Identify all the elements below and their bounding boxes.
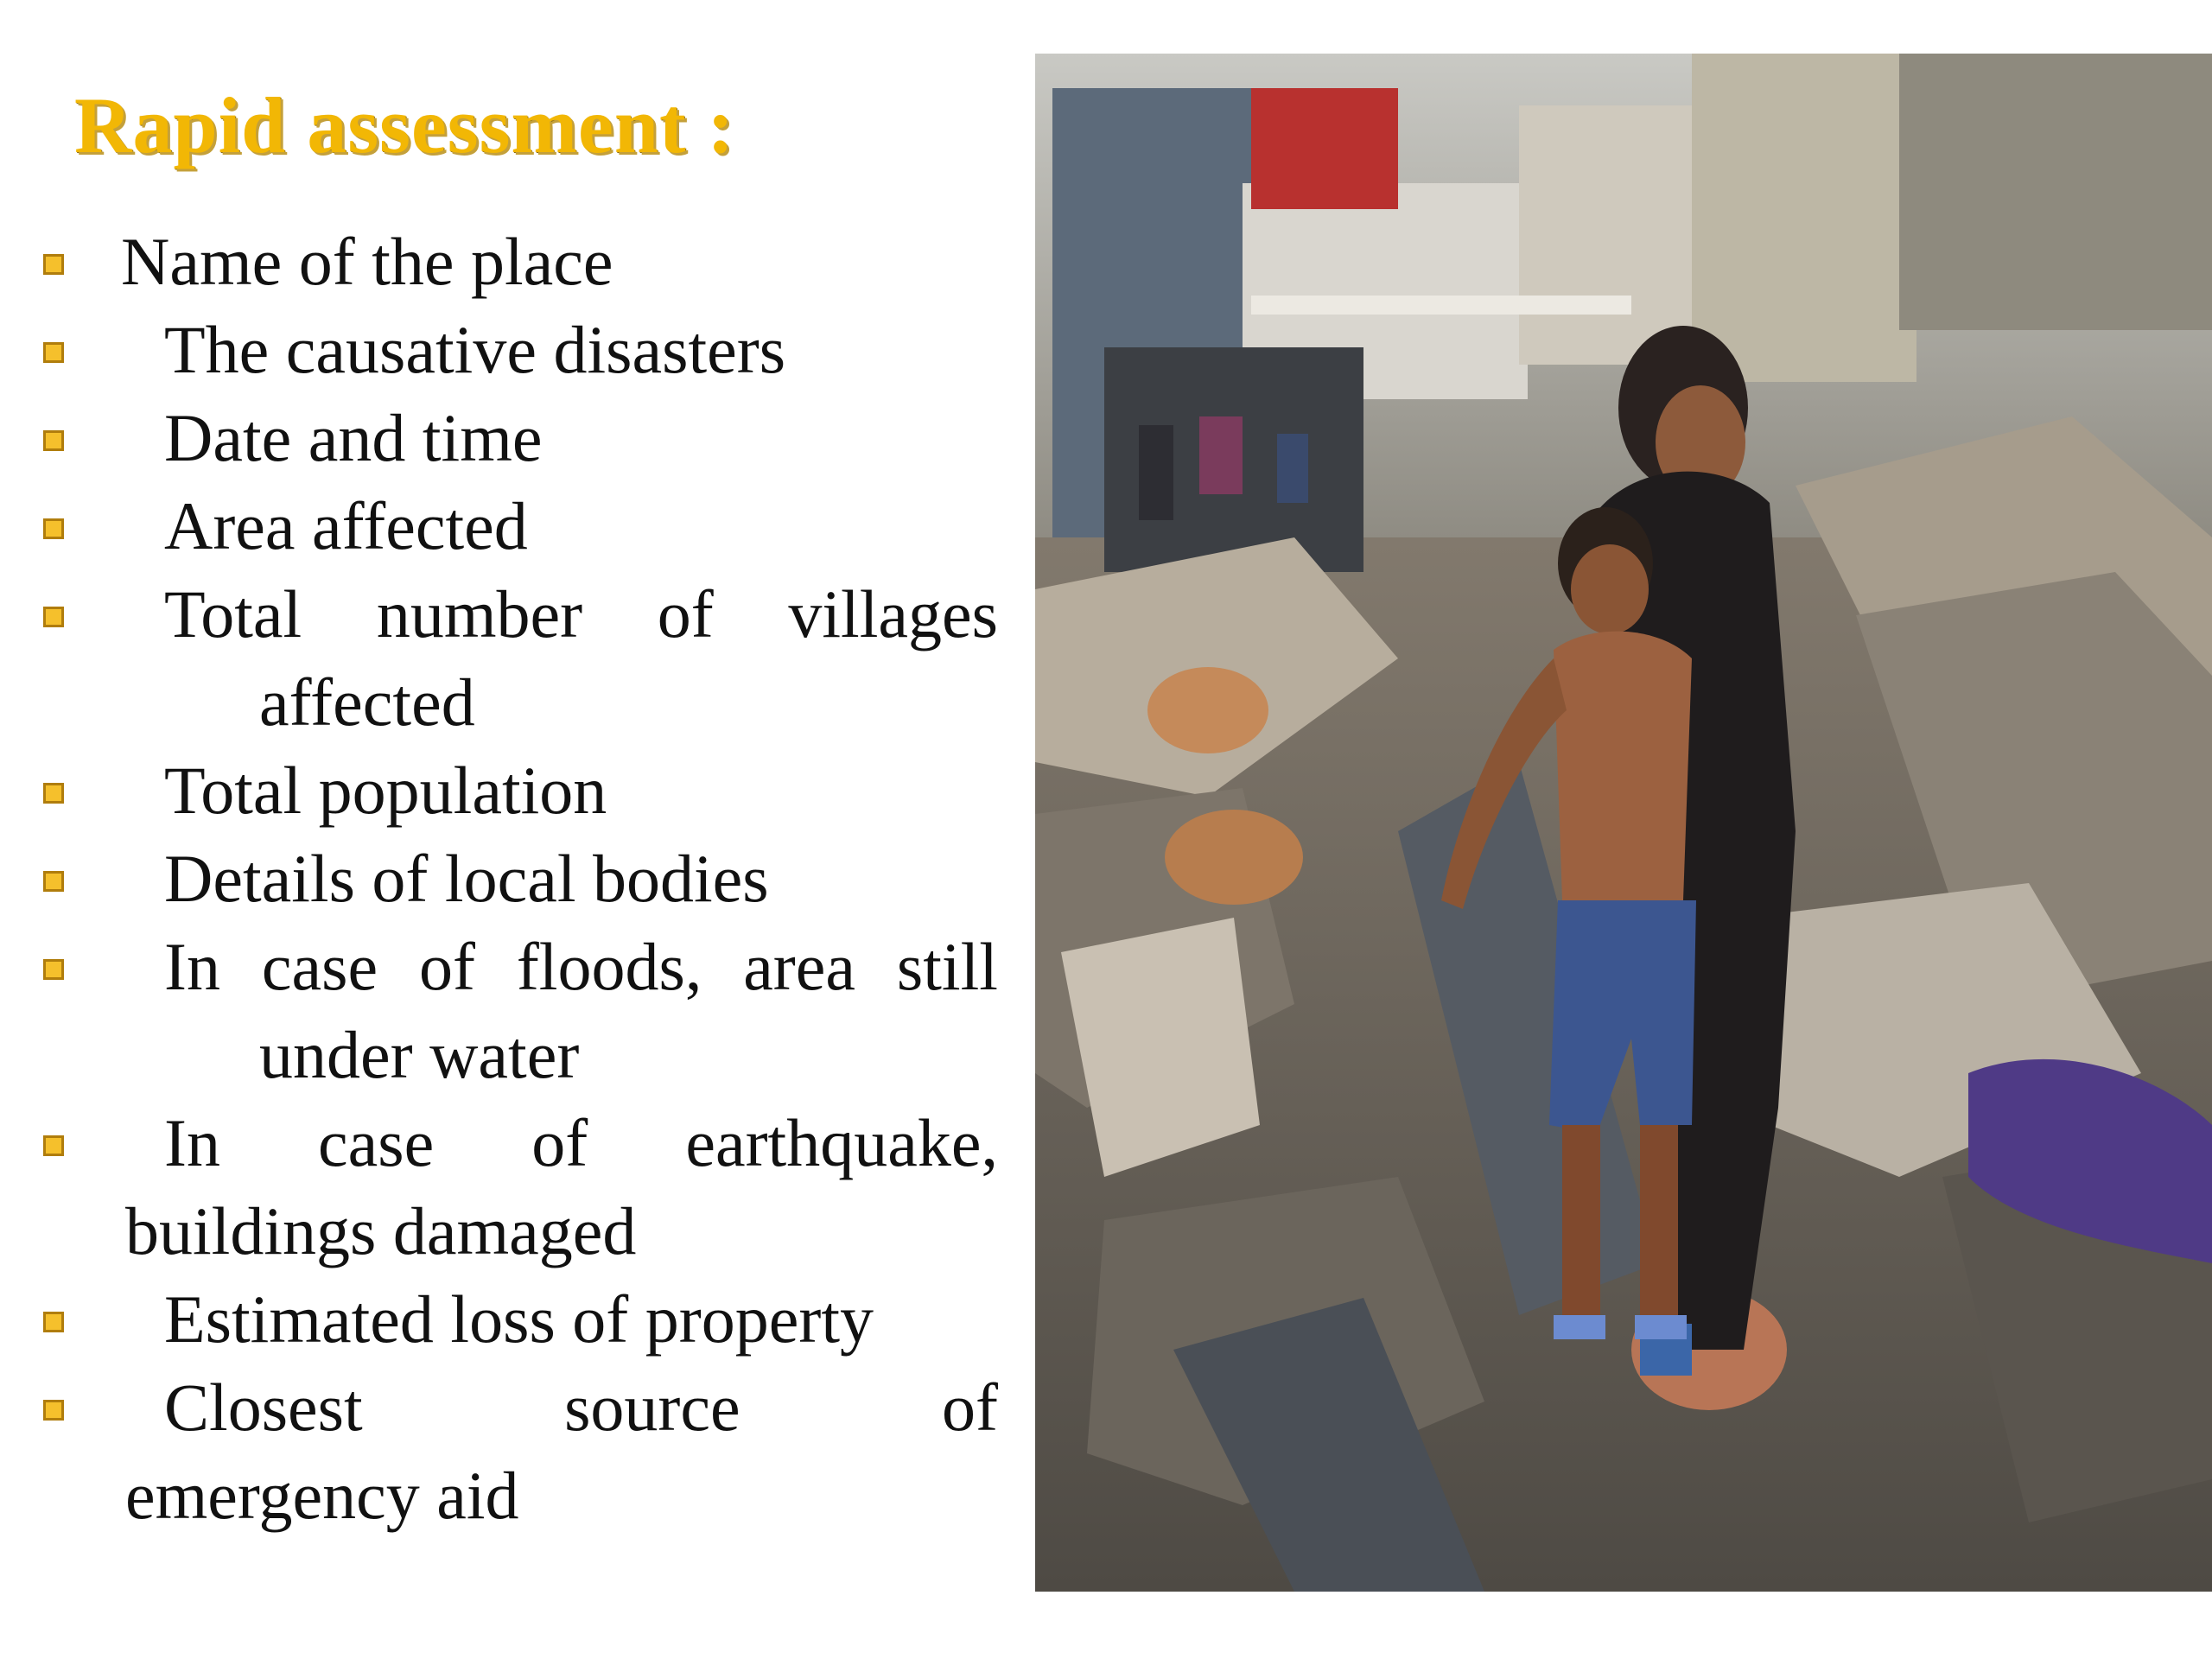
list-item-text [164,576,998,652]
list-item-text [164,1105,998,1180]
bullet-square-icon [43,342,64,363]
word: earthquake, [685,1105,998,1180]
bullet-square-icon [43,518,64,539]
bullet-square-icon [43,1135,64,1156]
word: In [164,929,220,1004]
list-item-text: Date and time [164,400,543,475]
list-item-text: Total population [164,753,607,828]
word: area [743,929,856,1004]
word: source [564,1370,741,1445]
list-item-text [164,1370,998,1445]
word: of [942,1370,998,1445]
word: Total [164,576,302,652]
list-item-continuation: emergency aid [125,1458,519,1533]
word: of [418,929,475,1004]
list-item-text: Estimated loss of property [164,1281,874,1357]
list-item-text: Area affected [164,488,528,563]
bullet-square-icon [43,783,64,804]
disaster-photo [1035,54,2212,1592]
word: case [261,929,378,1004]
word: case [318,1105,435,1180]
list-item-continuation: affected [259,664,475,740]
list-item-text: The causative disasters [164,312,786,387]
bullet-square-icon [43,430,64,451]
word: number [376,576,583,652]
word: Closest [164,1370,363,1445]
bullet-square-icon [43,254,64,275]
word: floods, [516,929,702,1004]
word: of [531,1105,588,1180]
list-item-text: Details of local bodies [164,841,769,916]
disaster-photo-illustration [1035,54,2212,1592]
list-item-text: Name of the place [121,224,613,299]
bullet-square-icon [43,1312,64,1332]
slide-title: Rapid assessment : [74,81,735,169]
bullet-list [0,0,1028,1659]
word: In [164,1105,220,1180]
bullet-square-icon [43,959,64,980]
word: still [896,929,998,1004]
bullet-square-icon [43,871,64,892]
list-item-continuation: buildings damaged [125,1193,637,1268]
bullet-square-icon [43,1400,64,1421]
word: villages [788,576,998,652]
word: of [657,576,714,652]
list-item-text [164,929,998,1004]
list-item-continuation: under water [259,1017,580,1092]
bullet-square-icon [43,607,64,627]
